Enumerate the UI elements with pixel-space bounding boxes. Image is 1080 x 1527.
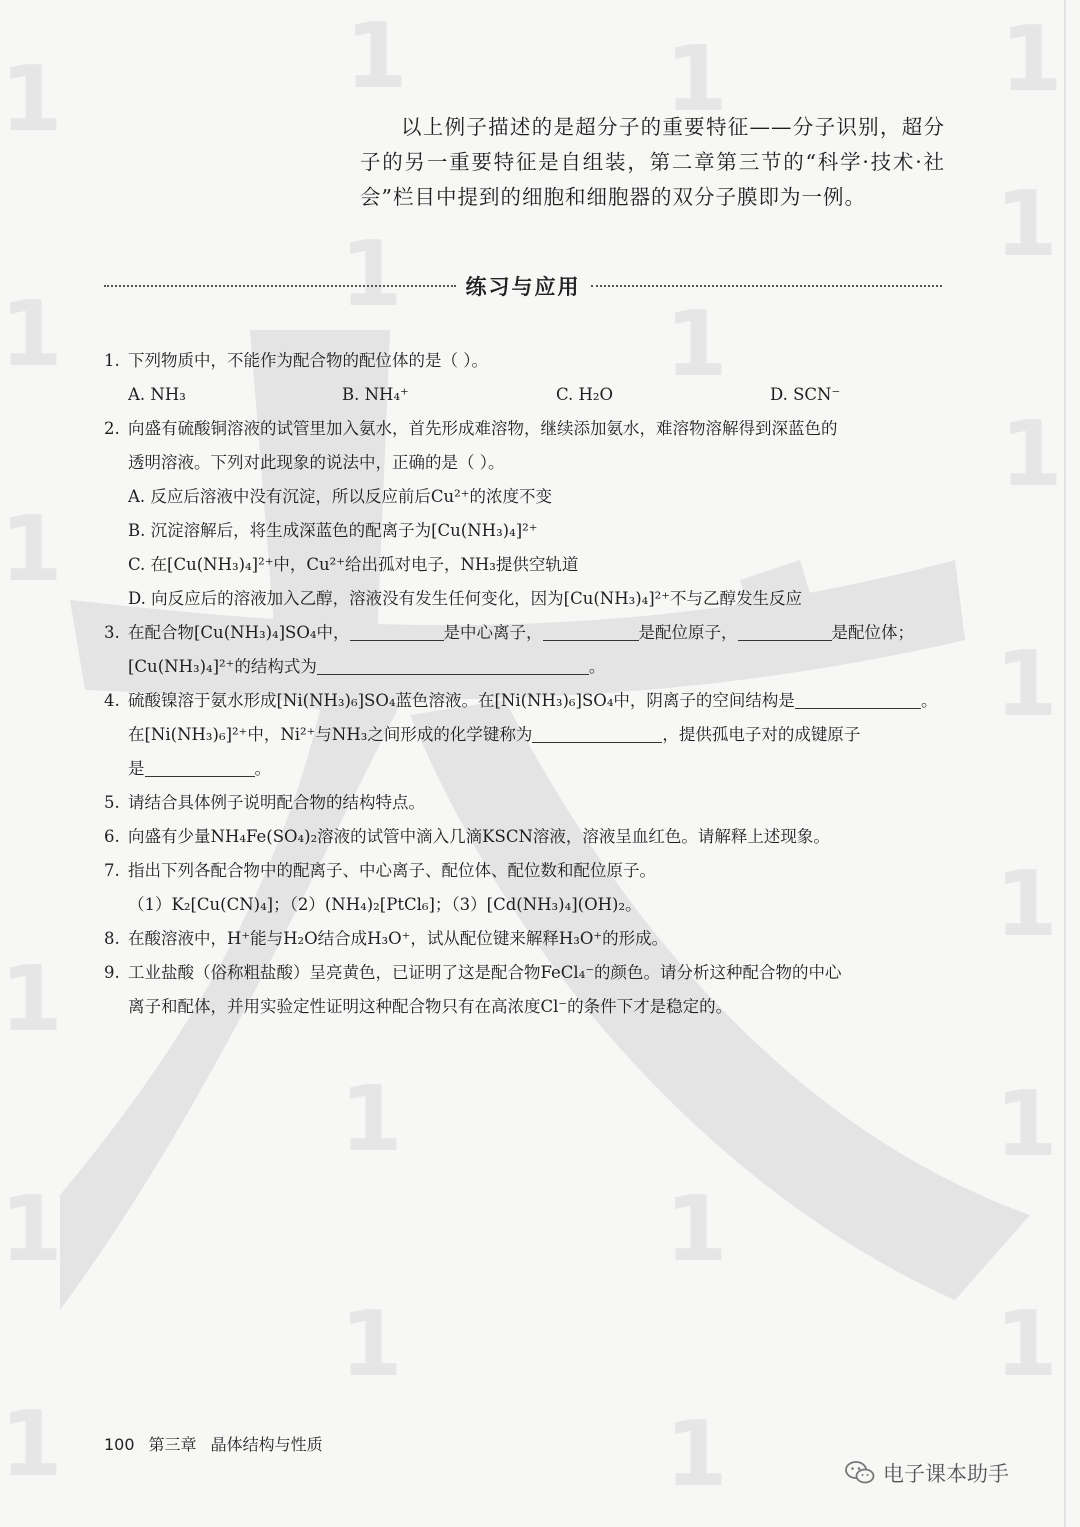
watermark-digit: 1 xyxy=(0,282,63,387)
question-text: [Cu(NH₃)₄]²⁺的结构式为 xyxy=(128,657,317,676)
dotted-rule xyxy=(591,285,943,287)
question-8 xyxy=(104,922,942,956)
question-4 xyxy=(104,684,942,718)
question-3-cont xyxy=(104,650,942,684)
watermark-digit: 1 xyxy=(340,1292,403,1397)
brand-name: 电子课本助手 xyxy=(883,1462,1009,1486)
answer-blank[interactable] xyxy=(145,756,255,777)
question-text: 。 xyxy=(254,759,271,778)
question-number: 9. xyxy=(104,963,120,982)
question-6 xyxy=(104,820,942,854)
question-9 xyxy=(104,956,942,990)
watermark-digit: 1 xyxy=(665,27,728,132)
answer-blank[interactable] xyxy=(350,620,444,641)
watermark-digit: 1 xyxy=(0,1392,63,1497)
watermark-digit: 1 xyxy=(995,632,1058,737)
question-text: 是中心离子， xyxy=(443,623,543,642)
page-number: 100 xyxy=(104,1435,135,1454)
question-4-cont xyxy=(104,718,942,752)
watermark-digit: 1 xyxy=(665,1177,728,1282)
answer-blank[interactable] xyxy=(317,654,589,675)
question-stem: 下列物质中，不能作为配合物的配位体的是（ ）。 xyxy=(128,351,488,370)
question-list xyxy=(104,344,942,1024)
question-number: 2. xyxy=(104,419,120,438)
section-header xyxy=(104,268,942,304)
watermark-digit: 1 xyxy=(0,1177,63,1282)
question-text: 指出下列各配合物中的配离子、中心离子、配位体、配位数和配位原子。 xyxy=(128,861,656,880)
watermark-digit: 1 xyxy=(0,947,63,1052)
question-7-items: （1）K₂[Cu(CN)₄]；（2）(NH₄)₂[PtCl₆]；（3）[Cd(NH₃)₄](OH)₂。 xyxy=(128,895,642,914)
question-1-options xyxy=(104,378,942,412)
answer-blank[interactable] xyxy=(795,688,921,709)
watermark-digit: 1 xyxy=(1000,7,1063,112)
watermark-digit: 1 xyxy=(995,172,1058,277)
question-number: 5. xyxy=(104,793,120,812)
question-number: 4. xyxy=(104,691,120,710)
question-number: 1. xyxy=(104,351,120,370)
question-4-cont xyxy=(104,752,942,786)
question-number: 8. xyxy=(104,929,120,948)
watermark-digit: 1 xyxy=(995,1292,1058,1397)
question-3 xyxy=(104,616,942,650)
question-text: 在[Ni(NH₃)₆]²⁺中，Ni²⁺与NH₃之间形成的化学键称为 xyxy=(128,725,533,744)
watermark-digit: 1 xyxy=(995,1072,1058,1177)
brand-watermark xyxy=(845,1458,1009,1488)
question-text: 是配位原子， xyxy=(638,623,738,642)
watermark-digit: 1 xyxy=(340,1067,403,1172)
intro-text: 以上例子描述的是超分子的重要特征——分子识别，超分子的另一重要特征是自组装，第二章第三节的“科学·技术·社会”栏目中提到的细胞和细胞器的双分子膜即为一例。 xyxy=(360,115,945,209)
option-a: A. 反应后溶液中没有沉淀，所以反应前后Cu²⁺的浓度不变 xyxy=(128,487,552,506)
question-text: 在酸溶液中，H⁺能与H₂O结合成H₃O⁺，试从配位键来解释H₃O⁺的形成。 xyxy=(128,929,669,948)
question-text: 是配位体； xyxy=(831,623,915,642)
question-number: 7. xyxy=(104,861,120,880)
answer-blank[interactable] xyxy=(532,722,662,743)
question-stem: 向盛有硫酸铜溶液的试管里加入氨水，首先形成难溶物，继续添加氨水，难溶物溶解得到深蓝色的 xyxy=(128,419,838,438)
question-2 xyxy=(104,412,942,446)
question-text: ，提供孤电子对的成键原子 xyxy=(662,725,861,744)
watermark-digit: 1 xyxy=(1000,402,1063,507)
watermark-digit: 1 xyxy=(665,1402,728,1507)
question-stem-cont: 透明溶液。下列对此现象的说法中，正确的是（ ）。 xyxy=(128,453,505,472)
option-b: B. NH₄⁺ xyxy=(342,385,409,404)
chapter-label: 第三章 xyxy=(148,1435,197,1454)
question-9-cont: 离子和配体，并用实验定性证明这种配合物只有在高浓度Cl⁻的条件下才是稳定的。 xyxy=(128,997,733,1016)
question-text: 是 xyxy=(128,759,145,778)
question-1 xyxy=(104,344,942,378)
question-text: 在配合物[Cu(NH₃)₄]SO₄中， xyxy=(128,623,350,642)
question-text: 。 xyxy=(920,691,938,710)
dotted-rule xyxy=(104,285,456,287)
question-number: 6. xyxy=(104,827,120,846)
option-d: D. SCN⁻ xyxy=(770,385,841,404)
question-text: 向盛有少量NH₄Fe(SO₄)₂溶液的试管中滴入几滴KSCN溶液，溶液呈血红色。请解释上述现象。 xyxy=(128,827,830,846)
page-footer xyxy=(104,1432,337,1455)
watermark-digit: 1 xyxy=(340,222,403,327)
page-edge xyxy=(1064,0,1066,1527)
wechat-icon xyxy=(845,1460,875,1486)
intro-paragraph xyxy=(360,110,945,215)
chapter-title: 晶体结构与性质 xyxy=(210,1435,323,1454)
watermark-digit: 1 xyxy=(345,4,408,109)
answer-blank[interactable] xyxy=(543,620,639,641)
option-c: C. H₂O xyxy=(556,385,614,404)
question-7 xyxy=(104,854,942,888)
option-a: A. NH₃ xyxy=(128,385,186,404)
watermark-digit: 1 xyxy=(0,47,63,152)
question-text: 工业盐酸（俗称粗盐酸）呈亮黄色，已证明了这是配合物FeCl₄⁻的颜色。请分析这种配合物的中心 xyxy=(128,963,842,982)
question-5 xyxy=(104,786,942,820)
answer-blank[interactable] xyxy=(738,620,832,641)
section-title: 练习与应用 xyxy=(465,275,581,299)
question-text: 请结合具体例子说明配合物的结构特点。 xyxy=(128,793,425,812)
watermark-digit: 1 xyxy=(665,292,728,397)
question-text: 硫酸镍溶于氨水形成[Ni(NH₃)₆]SO₄蓝色溶液。在[Ni(NH₃)₆]SO₄中，阴离子的空间结构是 xyxy=(128,691,795,710)
option-c: C. 在[Cu(NH₃)₄]²⁺中，Cu²⁺给出孤对电子，NH₃提供空轨道 xyxy=(128,555,579,574)
watermark-digit: 1 xyxy=(0,497,63,602)
question-number: 3. xyxy=(104,623,120,642)
option-b: B. 沉淀溶解后，将生成深蓝色的配离子为[Cu(NH₃)₄]²⁺ xyxy=(128,521,538,540)
question-text: 。 xyxy=(588,657,606,676)
watermark-digit: 1 xyxy=(995,852,1058,957)
option-d: D. 向反应后的溶液加入乙醇，溶液没有发生任何变化，因为[Cu(NH₃)₄]²⁺不与乙醇发生反应 xyxy=(128,589,803,608)
